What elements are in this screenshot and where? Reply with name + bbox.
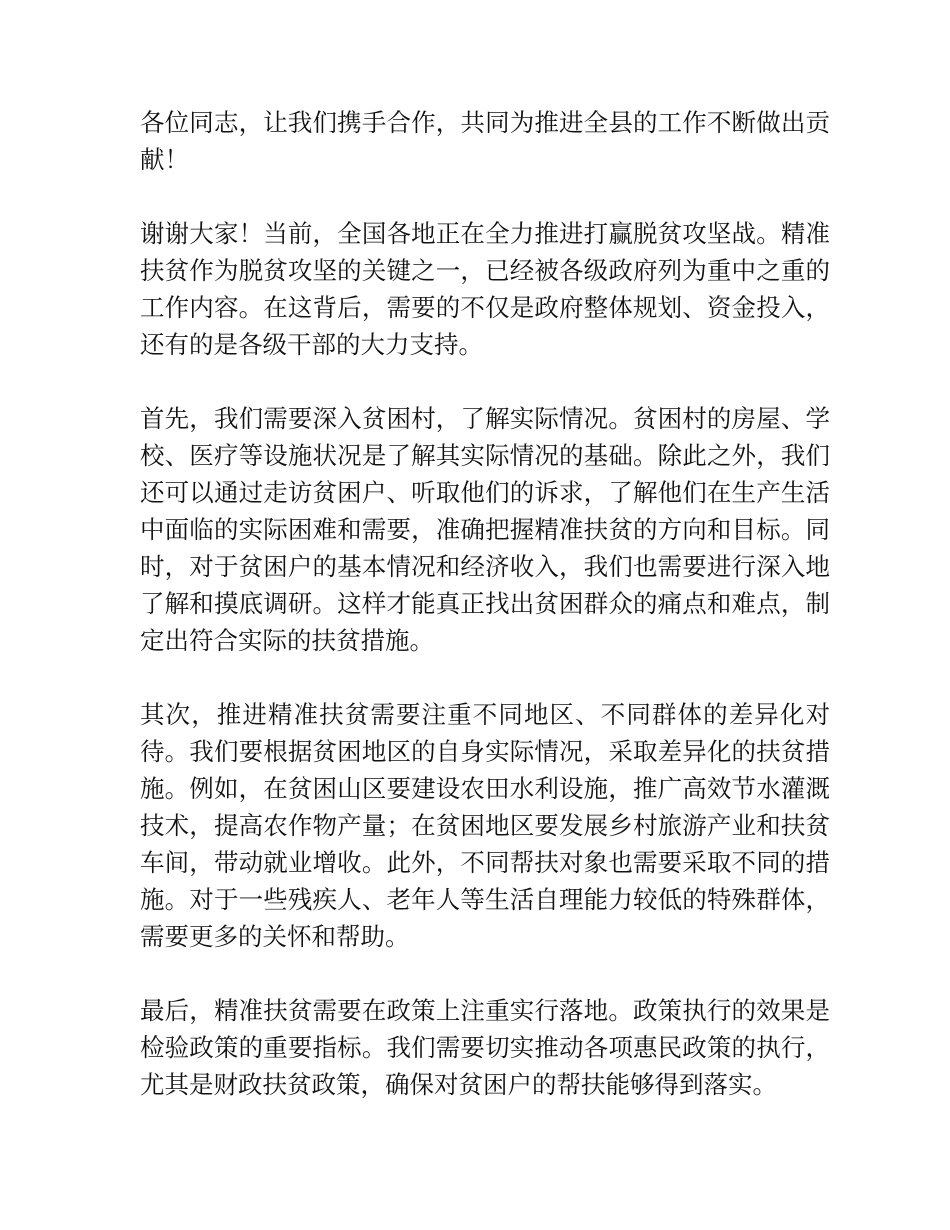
paragraph-introduction: 谢谢大家！当前，全国各地正在全力推进打赢脱贫攻坚战。精准扶贫作为脱贫攻坚的关键之一，已经被各级政府列为重中之重的工作内容。在这背后，需要的不仅是政府整体规划、资金投入，还有的是各级干部的大力支持。 xyxy=(140,219,830,359)
paragraph-final-point: 最后，精准扶贫需要在政策上注重实行落地。政策执行的效果是检验政策的重要指标。我们需要切实推动各项惠民政策的执行，尤其是财政扶贫政策，确保对贫困户的帮扶能够得到落实。 xyxy=(140,996,830,1099)
paragraph-first-point: 首先，我们需要深入贫困村，了解实际情况。贫困村的房屋、学校、医疗等设施状况是了解其实际情况的基础。除此之外，我们还可以通过走访贫困户、听取他们的诉求，了解他们在生产生活中面临的实际困难和需要，准确把握精准扶贫的方向和目标。同时，对于贫困户的基本情况和经济收入，我们也需要进行深入地了解和摸底调研。这样才能真正找出贫困群众的痛点和难点，制定出符合实际的扶贫措施。 xyxy=(140,404,830,655)
document-page xyxy=(140,104,830,1103)
paragraph-closing-remarks: 各位同志，让我们携手合作，共同为推进全县的工作不断做出贡献！ xyxy=(140,108,830,174)
paragraph-second-point: 其次，推进精准扶贫需要注重不同地区、不同群体的差异化对待。我们要根据贫困地区的自身实际情况，采取差异化的扶贫措施。例如，在贫困山区要建设农田水利设施，推广高效节水灌溉技术，提高农作物产量；在贫困地区要发展乡村旅游产业和扶贫车间，带动就业增收。此外，不同帮扶对象也需要采取不同的措施。对于一些残疾人、老年人等生活自理能力较低的特殊群体，需要更多的关怀和帮助。 xyxy=(140,700,830,951)
